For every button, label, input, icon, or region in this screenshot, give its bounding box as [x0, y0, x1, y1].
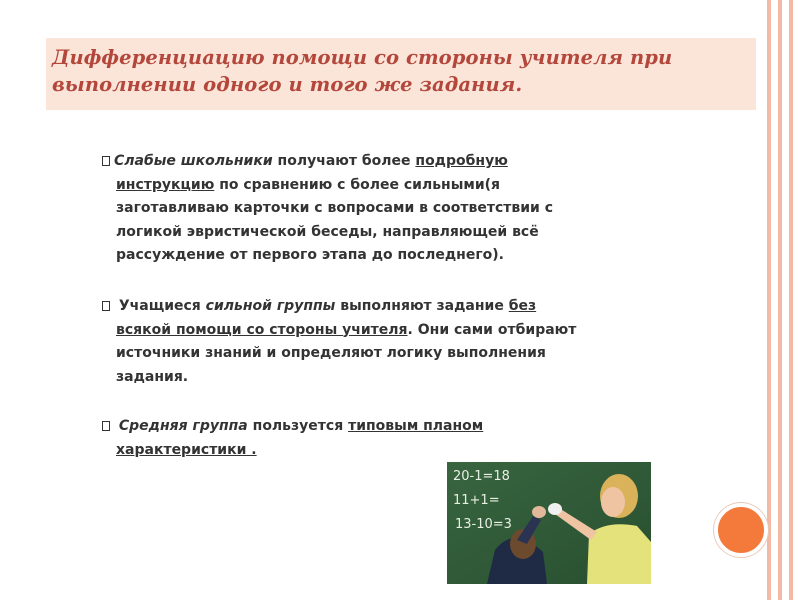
- slide-title: [52, 44, 742, 98]
- text-run: логикой эвристической беседы, направляющей всё: [116, 223, 539, 240]
- bullet-icon: [102, 421, 110, 431]
- underlined-term: всякой помощи со стороны учителя: [116, 321, 408, 338]
- text-run: источники знаний и определяют логику выполнения: [116, 345, 546, 361]
- bullet-icon: [102, 156, 110, 166]
- middle-group-term: Средняя группа: [118, 418, 248, 434]
- text-run: пользуется: [247, 418, 349, 434]
- text-run: рассуждение от первого этапа до последнего).: [116, 247, 504, 263]
- underlined-term: подробную: [415, 153, 508, 169]
- title-line-1: Дифференциацию помощи со стороны учителя при: [52, 46, 673, 69]
- title-line-2: выполнении одного и того же задания.: [52, 73, 523, 96]
- underlined-term: типовым планом: [348, 418, 484, 434]
- underlined-term: характеристики .: [116, 441, 257, 458]
- classroom-photo: [447, 462, 651, 584]
- paragraph-weak-students: [102, 150, 662, 268]
- decor-circle: [714, 503, 768, 557]
- classroom-illustration: [447, 462, 651, 584]
- text-run: заготавливаю карточки с вопросами в соответствии с: [116, 200, 554, 216]
- board-line-1: 20-1=18: [453, 469, 510, 484]
- paragraph-middle-group: [102, 415, 662, 462]
- underlined-term: инструкцию: [116, 176, 215, 193]
- weak-students-term: Слабые школьники: [114, 153, 273, 169]
- decor-stripe: [778, 0, 782, 600]
- text-run: выполняют задание: [335, 298, 509, 314]
- text-run: . Они сами отбирают: [407, 321, 577, 338]
- board-line-3: 13-10=3: [455, 517, 512, 532]
- text-run: получают более: [272, 153, 416, 169]
- text-run: Учащиеся: [114, 298, 206, 314]
- decor-stripe: [789, 0, 793, 600]
- strong-group-term: сильной группы: [205, 298, 336, 314]
- underlined-term: без: [508, 298, 537, 314]
- decor-stripe: [767, 0, 771, 600]
- paragraph-strong-group: [102, 295, 662, 389]
- bullet-icon: [102, 301, 110, 311]
- text-run: по сравнению с более сильными(я: [214, 176, 501, 193]
- text-run: задания.: [116, 368, 189, 385]
- board-line-2: 11+1=: [453, 493, 500, 508]
